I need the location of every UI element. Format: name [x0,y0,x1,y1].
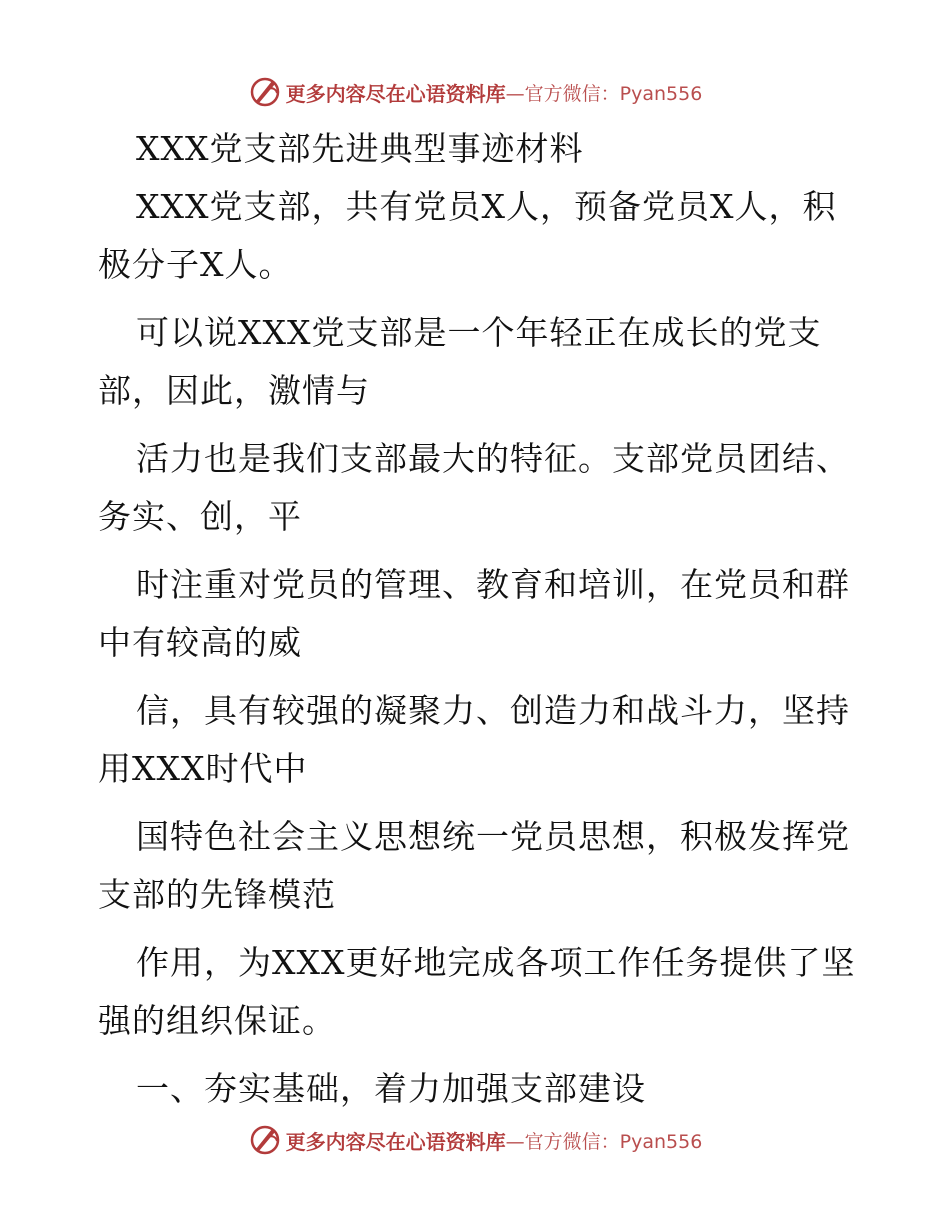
document-title: XXX党支部先进典型事迹材料 [136,129,584,168]
paragraph-line: 用XXX时代中 [98,749,308,788]
section-heading: 一、夯实基础，着力加强支部建设 [136,1069,646,1108]
banner-sub-text: —官方微信：Pyan556 [505,82,703,105]
paragraph-line: 活力也是我们支部最大的特征。支部党员团结、 [136,439,850,478]
quill-pen-logo-icon [248,1123,282,1157]
paragraph-line: 极分子X人。 [98,245,293,284]
paragraph-line: 部，因此，激情与 [98,371,370,410]
paragraph-line: 务实、创，平 [98,497,302,536]
banner-sub-text: —官方微信：Pyan556 [505,1130,703,1153]
paragraph-line: 国特色社会主义思想统一党员思想，积极发挥党 [136,817,850,856]
banner-main-text: 更多内容尽在心语资料库 [285,1129,506,1154]
paragraph-line: 作用，为XXX更好地完成各项工作任务提供了坚 [136,943,856,982]
footer-banner [0,1120,950,1160]
paragraph-line: 支部的先锋模范 [98,875,336,914]
paragraph-line: 强的组织保证。 [98,1001,336,1040]
paragraph-line: 时注重对党员的管理、教育和培训，在党员和群 [136,565,850,604]
header-banner [0,72,950,112]
paragraph-line: 可以说XXX党支部是一个年轻正在成长的党支 [136,313,822,352]
paragraph-line: 中有较高的威 [98,623,302,662]
paragraph-line: 信，具有较强的凝聚力、创造力和战斗力，坚持 [136,691,850,730]
quill-pen-logo-icon [248,75,282,109]
banner-main-text: 更多内容尽在心语资料库 [285,81,506,106]
paragraph-line: XXX党支部，共有党员X人，预备党员X人，积 [136,187,837,226]
document-body [98,120,858,1118]
